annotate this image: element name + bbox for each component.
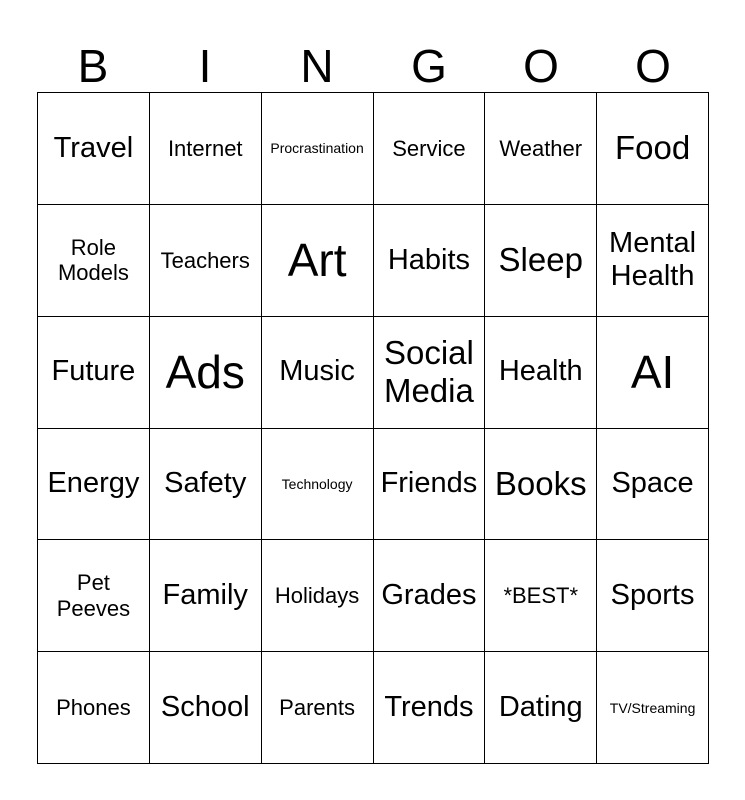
bingo-cell[interactable]: Food bbox=[597, 93, 709, 205]
bingo-cell[interactable]: Weather bbox=[485, 93, 597, 205]
bingo-cell[interactable]: Dating bbox=[485, 652, 597, 764]
bingo-cell[interactable]: Role Models bbox=[38, 205, 150, 317]
header-letter-o2: O bbox=[635, 40, 671, 92]
bingo-cell[interactable]: Family bbox=[150, 540, 262, 652]
bingo-cell[interactable]: Holidays bbox=[262, 540, 374, 652]
bingo-cell[interactable]: Service bbox=[374, 93, 486, 205]
header-letter-i: I bbox=[198, 40, 212, 92]
header-letter-g: G bbox=[411, 40, 447, 92]
bingo-cell[interactable]: Grades bbox=[374, 540, 486, 652]
bingo-cell[interactable]: Sleep bbox=[485, 205, 597, 317]
bingo-cell[interactable]: Travel bbox=[38, 93, 150, 205]
bingo-cell[interactable]: AI bbox=[597, 317, 709, 429]
bingo-cell[interactable]: Social Media bbox=[374, 317, 486, 429]
bingo-cell[interactable]: Ads bbox=[150, 317, 262, 429]
bingo-cell[interactable]: Friends bbox=[374, 429, 486, 541]
bingo-cell[interactable]: Music bbox=[262, 317, 374, 429]
bingo-cell[interactable]: Health bbox=[485, 317, 597, 429]
bingo-cell[interactable]: School bbox=[150, 652, 262, 764]
bingo-cell[interactable]: Procrastination bbox=[262, 93, 374, 205]
bingo-cell[interactable]: Phones bbox=[38, 652, 150, 764]
bingo-cell[interactable]: Energy bbox=[38, 429, 150, 541]
bingo-cell[interactable]: Sports bbox=[597, 540, 709, 652]
bingo-cell[interactable]: TV/Streaming bbox=[597, 652, 709, 764]
bingo-board bbox=[37, 92, 709, 764]
header-letter-o: O bbox=[523, 40, 559, 92]
header-letter-n: N bbox=[300, 40, 334, 92]
bingo-cell[interactable]: Teachers bbox=[150, 205, 262, 317]
bingo-cell[interactable]: Art bbox=[262, 205, 374, 317]
bingo-cell[interactable]: Pet Peeves bbox=[38, 540, 150, 652]
bingo-cell[interactable]: *BEST* bbox=[485, 540, 597, 652]
bingo-cell[interactable]: Trends bbox=[374, 652, 486, 764]
bingo-header bbox=[37, 38, 709, 94]
bingo-cell[interactable]: Books bbox=[485, 429, 597, 541]
bingo-cell[interactable]: Internet bbox=[150, 93, 262, 205]
bingo-cell[interactable]: Habits bbox=[374, 205, 486, 317]
header-letter-b: B bbox=[77, 40, 109, 92]
bingo-cell[interactable]: Safety bbox=[150, 429, 262, 541]
bingo-cell[interactable]: Parents bbox=[262, 652, 374, 764]
bingo-cell[interactable]: Mental Health bbox=[597, 205, 709, 317]
bingo-cell[interactable]: Future bbox=[38, 317, 150, 429]
bingo-cell[interactable]: Technology bbox=[262, 429, 374, 541]
bingo-cell[interactable]: Space bbox=[597, 429, 709, 541]
